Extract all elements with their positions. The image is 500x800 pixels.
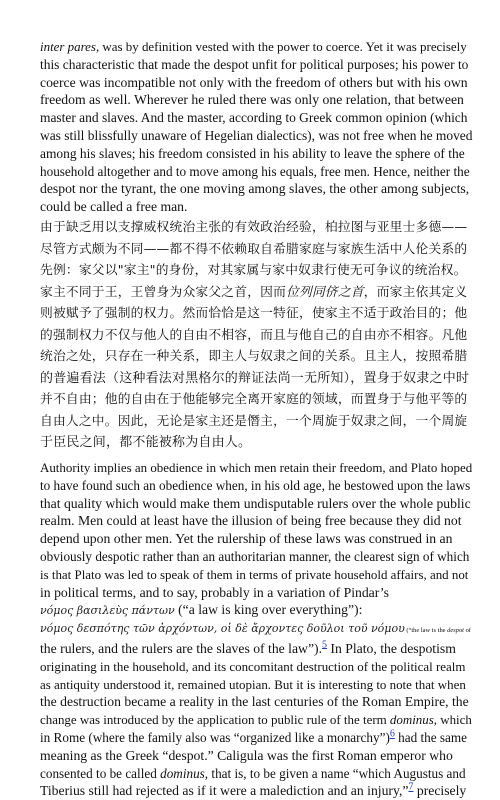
footnote-link-7[interactable]: 7 xyxy=(408,781,414,793)
text-line xyxy=(40,729,472,747)
text-line: 则被赋予了强制的权力。然而恰恰是这一特征，使家主不适于政治目的；他 xyxy=(40,306,468,321)
text-line: 先例：家父以"家主"的身份，对其家属与家中奴隶行使无可争议的统治权。 xyxy=(40,263,467,278)
text-line: 于臣民之间，都不能被称为自由人。 xyxy=(40,435,252,450)
text-span: ，而家主依其定义 xyxy=(363,284,468,300)
text-line: originating in the household, and its concomitant destruction of the political realm xyxy=(40,658,466,674)
text-line: 的普遍看法（这种看法对黑格尔的辩证法尚一无所知），置身于奴隶之中时 xyxy=(40,370,470,386)
text-line: that quality which would make them undisputable rulers over the whole public xyxy=(40,495,471,511)
text-span: (“the law is the xyxy=(404,627,448,635)
text-line: 由于缺乏用以支撑威权统治主张的有效政治经验，柏拉图与亚里士多德—— xyxy=(40,220,468,235)
footnote-link-6[interactable]: 6 xyxy=(389,728,395,740)
text-line: master and slaves. And the master, according to Greek common opinion (which xyxy=(40,110,468,126)
emphasis: 位列同侪之首 xyxy=(286,284,364,300)
text-line xyxy=(40,38,472,56)
text-span: (“a law is king over everything”): xyxy=(174,602,363,618)
text-span: of xyxy=(463,627,471,635)
text-span: 家主不同于王，王曾身为众家父之首，因而 xyxy=(40,284,287,300)
text-span: Tiberius still had rejected as if it were a malediction and an injury,” xyxy=(40,783,409,799)
text-line: household altogether and to move among his equals, free men. Hence, neither the xyxy=(40,163,470,179)
text-span: change was introduced by the application to public rule of the term xyxy=(40,712,390,728)
text-span: which xyxy=(437,712,472,728)
text-line xyxy=(40,601,472,620)
text-line: realm. Men could at least have the illusion of being free because they did not xyxy=(40,513,462,529)
chinese-paragraph xyxy=(40,217,472,454)
text-line xyxy=(40,620,472,640)
text-line xyxy=(40,282,472,304)
text-line: obviously despotic rather than an authoritarian manner, the clearest sign of which xyxy=(40,548,470,564)
text-line: the destruction became a reality in the last centuries of the Roman Empire, the xyxy=(40,694,469,710)
text-line: in political terms, and to say, probably in a variation of Pindar’s xyxy=(40,584,389,600)
text-span: In Plato, the despotism xyxy=(327,640,456,656)
text-line: this characteristic that made the despot unfit for political purposes; his power to xyxy=(40,56,469,72)
text-line: to have found such an obedience when, in his old age, he bestowed upon the laws xyxy=(40,477,471,493)
text-line: among his slaves; his freedom consisted in his ability to leave the sphere of the xyxy=(40,145,465,161)
text-line: 自由人之中。因此，无论是家主还是僭主，一个周旋于奴隶之间，一个周旋 xyxy=(40,413,468,429)
text-line xyxy=(40,711,472,729)
text-line: was still blissfully unaware of Hegelian dialectics), was not free when he moved xyxy=(40,127,473,143)
text-line xyxy=(40,640,472,658)
text-line: 的强制权力不仅与他人的自由不相容，而且与他自己的自由亦不相容。凡他 xyxy=(40,327,468,343)
greek-quote: νόμος δεσπότης τῶν ἀρχόντων, οἱ δὲ ἄρχοντες δοῦλοι τοῦ νόμου xyxy=(40,622,405,636)
text-span: the rulers, and the rulers are the slaves of the law”). xyxy=(40,640,322,656)
text-line: despot nor the tyrant, the one moving among slaves, the other among subjects, xyxy=(40,181,470,197)
text-line xyxy=(40,782,472,800)
text-line: could be called a free man. xyxy=(40,199,188,215)
text-line: depend upon other men. Yet the rulership of these laws was construed in an xyxy=(40,531,453,547)
text-span: had the same xyxy=(394,729,467,745)
emphasis: dominus, xyxy=(160,765,209,781)
text-line: 统治之处，只存在一种关系，即主人与奴隶之间的关系。且主人，按照希腊 xyxy=(40,349,468,364)
english-paragraph-2 xyxy=(40,459,472,800)
text-line: is that Plato was led to speak of them in terms of private household affairs, and not xyxy=(40,566,469,582)
text-span: consented to be called xyxy=(40,765,161,781)
english-paragraph-1 xyxy=(40,38,472,216)
text-span: that is, to be given a name “which Augustus and xyxy=(208,765,466,781)
text-line: as antiquity understood it, remained utopian. But it is interesting to note that when xyxy=(40,676,466,692)
text-line: 尽管方式颇为不同——都不得不依赖取自希腊家庭与家族生活中人伦关系的 xyxy=(40,241,468,257)
text-line: Authority implies an obedience in which men retain their freedom, and Plato hoped xyxy=(40,460,473,475)
emphasis: dominus, xyxy=(389,712,438,728)
text-span: in Rome (where the family also was “organized like a monarchy”) xyxy=(40,729,390,745)
emphasis: despot xyxy=(447,627,464,635)
text-line: meaning as the Greek “despot.” Caligula was the first Roman emperor who xyxy=(40,747,453,763)
text-line: coerce was incompatible not only with the freedom of others but with his own xyxy=(40,74,468,90)
text-line xyxy=(40,765,472,783)
text-line: 并不自由；他的自由在于他能够完全离开家庭的领域，而置身于与他平等的 xyxy=(40,392,468,407)
text-line: freedom as well. Wherever he ruled there was only one relation, that between xyxy=(40,92,464,108)
greek-quote: νόμος βασιλεὺς πάντων xyxy=(40,604,175,618)
text-span: was by definition vested with the power to coerce. Yet it was precisely xyxy=(99,39,467,54)
emphasis: inter pares, xyxy=(40,39,100,54)
text-span: precisely xyxy=(413,783,467,799)
footnote-link-5[interactable]: 5 xyxy=(322,639,327,651)
